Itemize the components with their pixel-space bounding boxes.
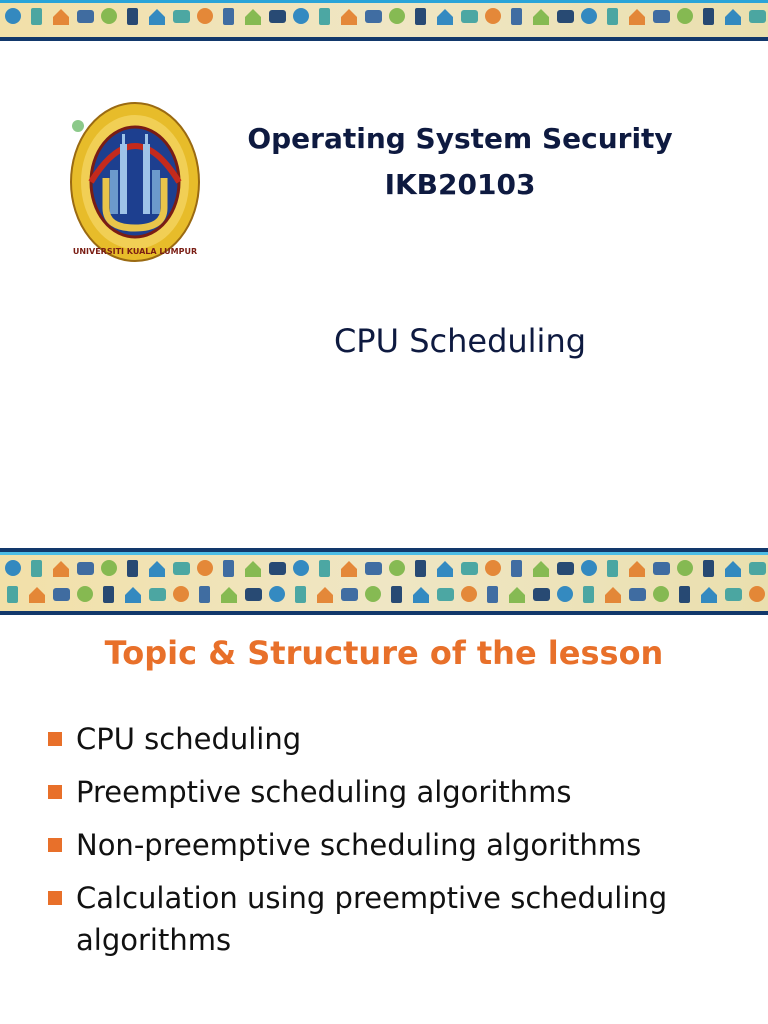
lecture-topic: CPU Scheduling bbox=[333, 322, 587, 360]
chat-icon bbox=[197, 560, 213, 576]
list-item-text: Preemptive scheduling algorithms bbox=[76, 775, 572, 809]
wifi-icon bbox=[581, 8, 597, 24]
house-icon bbox=[557, 562, 574, 575]
at-icon bbox=[245, 9, 261, 25]
wifi-icon bbox=[101, 8, 117, 24]
phone-icon bbox=[7, 586, 18, 603]
wifi-icon bbox=[581, 560, 597, 576]
globe-icon bbox=[103, 586, 114, 603]
chat-icon bbox=[677, 8, 693, 24]
banner-rule bbox=[0, 611, 768, 615]
server-icon bbox=[461, 10, 478, 23]
house-icon bbox=[319, 560, 330, 577]
list-item-text: Calculation using preemptive scheduling algorithms bbox=[76, 881, 668, 957]
icon-banner-bottom bbox=[0, 555, 768, 611]
globe-icon bbox=[583, 586, 594, 603]
server-icon bbox=[223, 560, 234, 577]
wifi-icon bbox=[77, 586, 93, 602]
globe-icon bbox=[607, 560, 618, 577]
square-bullet-icon bbox=[48, 891, 62, 905]
at-icon bbox=[221, 587, 237, 603]
wifi-icon bbox=[101, 560, 117, 576]
list-item bbox=[48, 877, 738, 961]
airplane-icon bbox=[149, 9, 165, 25]
airplane-icon bbox=[365, 586, 381, 602]
sms-icon bbox=[293, 560, 309, 576]
server-icon bbox=[703, 8, 714, 25]
airplane-icon bbox=[605, 587, 621, 603]
list-item bbox=[48, 771, 738, 813]
phone-icon bbox=[749, 10, 766, 23]
list-item bbox=[48, 824, 738, 866]
globe-icon bbox=[341, 588, 358, 601]
phone-icon bbox=[511, 8, 522, 25]
tablet-icon bbox=[149, 588, 166, 601]
list-item-text: Non-preemptive scheduling algorithms bbox=[76, 828, 642, 862]
at-icon bbox=[701, 587, 717, 603]
tablet-icon bbox=[629, 588, 646, 601]
airplane-icon bbox=[125, 587, 141, 603]
house-icon bbox=[53, 588, 70, 601]
tablet-icon bbox=[415, 560, 426, 577]
sms-icon bbox=[509, 587, 525, 603]
wifi-icon bbox=[557, 586, 573, 602]
square-bullet-icon bbox=[48, 732, 62, 746]
at-icon bbox=[5, 8, 21, 24]
phone-icon bbox=[269, 10, 286, 23]
sms-icon bbox=[53, 9, 69, 25]
airplane-icon bbox=[149, 561, 165, 577]
chat-icon bbox=[437, 9, 453, 25]
house-icon bbox=[533, 588, 550, 601]
globe-icon bbox=[127, 8, 138, 25]
sms-icon bbox=[29, 587, 45, 603]
chat-icon bbox=[413, 587, 429, 603]
phone-icon bbox=[749, 562, 766, 575]
house-icon bbox=[319, 8, 330, 25]
chat-icon bbox=[173, 586, 189, 602]
icon-pattern bbox=[0, 3, 768, 37]
chat-icon bbox=[677, 560, 693, 576]
server-icon bbox=[199, 586, 210, 603]
server-icon bbox=[223, 8, 234, 25]
chat-icon bbox=[437, 561, 453, 577]
phone-icon bbox=[31, 8, 42, 25]
phone-icon bbox=[725, 588, 742, 601]
server-icon bbox=[461, 562, 478, 575]
globe-icon bbox=[365, 562, 382, 575]
tablet-icon bbox=[415, 8, 426, 25]
tablet-icon bbox=[653, 10, 670, 23]
tablet-icon bbox=[173, 10, 190, 23]
icon-pattern bbox=[0, 555, 768, 611]
course-title: Operating System Security bbox=[247, 122, 673, 155]
wifi-icon bbox=[341, 561, 357, 577]
house-icon bbox=[295, 586, 306, 603]
slide-heading: Topic & Structure of the lesson bbox=[104, 634, 664, 672]
at-icon bbox=[245, 561, 261, 577]
course-code: IKB20103 bbox=[384, 168, 536, 201]
tablet-icon bbox=[653, 562, 670, 575]
globe-icon bbox=[127, 560, 138, 577]
banner-rule bbox=[0, 37, 768, 41]
globe-icon bbox=[365, 10, 382, 23]
airplane-icon bbox=[389, 8, 405, 24]
airplane-icon bbox=[389, 560, 405, 576]
at-icon bbox=[725, 9, 741, 25]
house-icon bbox=[77, 10, 94, 23]
sms-icon bbox=[293, 8, 309, 24]
outline-slide bbox=[0, 548, 768, 1024]
phone-icon bbox=[31, 560, 42, 577]
chat-icon bbox=[653, 586, 669, 602]
at-icon bbox=[461, 586, 477, 602]
at-icon bbox=[485, 560, 501, 576]
tablet-icon bbox=[391, 586, 402, 603]
sms-icon bbox=[269, 586, 285, 602]
sms-icon bbox=[749, 586, 765, 602]
square-bullet-icon bbox=[48, 785, 62, 799]
wifi-icon bbox=[317, 587, 333, 603]
airplane-icon bbox=[629, 9, 645, 25]
chat-icon bbox=[197, 8, 213, 24]
tablet-icon bbox=[173, 562, 190, 575]
server-icon bbox=[703, 560, 714, 577]
wifi-icon bbox=[341, 9, 357, 25]
list-item-text: CPU scheduling bbox=[76, 722, 302, 756]
sms-icon bbox=[533, 561, 549, 577]
at-icon bbox=[5, 560, 21, 576]
list-item bbox=[48, 718, 738, 760]
square-bullet-icon bbox=[48, 838, 62, 852]
phone-icon bbox=[511, 560, 522, 577]
at-icon bbox=[725, 561, 741, 577]
logo-text: UNIVERSITI KUALA LUMPUR bbox=[72, 247, 198, 256]
house-icon bbox=[557, 10, 574, 23]
globe-icon bbox=[607, 8, 618, 25]
server-icon bbox=[679, 586, 690, 603]
sms-icon bbox=[533, 9, 549, 25]
phone-icon bbox=[487, 586, 498, 603]
phone-icon bbox=[269, 562, 286, 575]
at-icon bbox=[485, 8, 501, 24]
server-icon bbox=[437, 588, 454, 601]
icon-banner-top bbox=[0, 3, 768, 37]
airplane-icon bbox=[629, 561, 645, 577]
topic-list bbox=[48, 718, 738, 972]
sms-icon bbox=[53, 561, 69, 577]
house-icon bbox=[77, 562, 94, 575]
phone-icon bbox=[245, 588, 262, 601]
